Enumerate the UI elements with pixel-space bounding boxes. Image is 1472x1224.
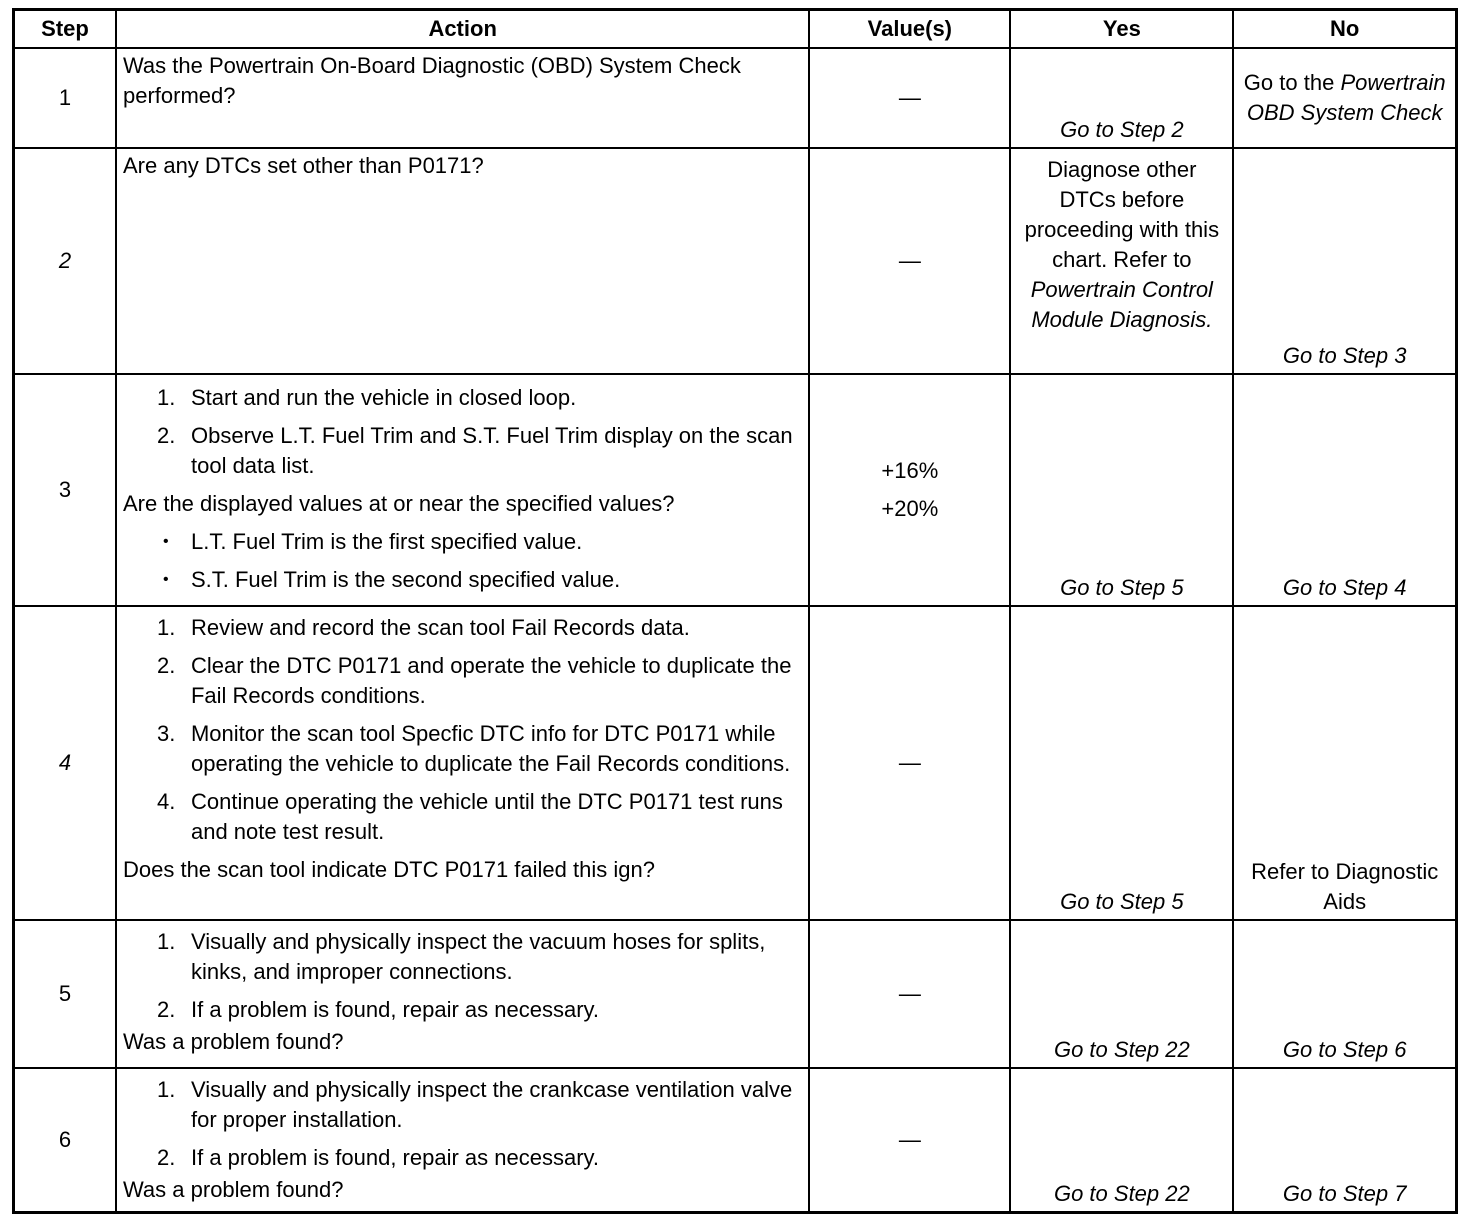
step-number: 6 <box>14 1068 116 1212</box>
no-link[interactable]: Go to Step 7 <box>1282 1180 1407 1206</box>
yes-cell <box>1010 148 1233 374</box>
value-cell <box>809 374 1010 606</box>
action-step: 1. Visually and physically inspect the crankcase ventilation valve for proper installation. <box>156 1077 793 1132</box>
action-steps <box>123 383 800 481</box>
action-bullets <box>123 527 800 595</box>
action-step: 2. If a problem is found, repair as necessary. <box>156 997 599 1022</box>
no-prefix: Go to the <box>1243 70 1335 95</box>
action-step: 1. Review and record the scan tool Fail Records data. <box>156 615 690 640</box>
no-cell <box>1233 606 1456 920</box>
yes-link[interactable]: Go to Step 22 <box>1053 1037 1190 1062</box>
action-question: Was the Powertrain On-Board Diagnostic (OBD) System Check performed? <box>122 53 741 108</box>
no-link[interactable]: Go to Step 6 <box>1282 1037 1407 1062</box>
yes-cell <box>1010 48 1233 148</box>
table-row <box>14 606 1457 920</box>
action-step: 4. Continue operating the vehicle until the DTC P0171 test runs and note test result. <box>156 789 783 844</box>
yes-cell <box>1010 920 1233 1068</box>
value-cell: — <box>809 1068 1010 1212</box>
value-cell: — <box>809 148 1010 374</box>
action-steps <box>123 613 800 847</box>
header-action: Action <box>116 10 809 49</box>
value-cell: — <box>809 920 1010 1068</box>
no-link[interactable]: Go to Step 3 <box>1282 343 1407 368</box>
yes-link[interactable]: Powertrain Control Module Diagnosis. <box>1030 277 1213 332</box>
yes-link[interactable]: Go to Step 5 <box>1060 889 1184 914</box>
header-values: Value(s) <box>809 10 1010 49</box>
action-step: 2. Observe L.T. Fuel Trim and S.T. Fuel Trim display on the scan tool data list. <box>156 423 793 478</box>
yes-cell <box>1010 374 1233 606</box>
value-cell: — <box>809 48 1010 148</box>
step-number: 4 <box>14 606 116 920</box>
table-row <box>14 1068 1457 1212</box>
no-link[interactable]: Go to Step 4 <box>1282 575 1407 600</box>
action-bullet: • L.T. Fuel Trim is the first specified value. <box>123 527 800 557</box>
no-cell <box>1233 1068 1456 1212</box>
no-link[interactable]: Refer to Diagnostic Aids <box>1251 859 1439 914</box>
action-cell <box>116 606 809 920</box>
action-question: Are any DTCs set other than P0171? <box>122 153 484 178</box>
action-question: Does the scan tool indicate DTC P0171 failed this ign? <box>122 857 655 882</box>
header-step: Step <box>14 10 116 49</box>
no-cell <box>1233 48 1456 148</box>
action-cell <box>116 48 809 148</box>
action-step: 2. Clear the DTC P0171 and operate the vehicle to duplicate the Fail Records conditions. <box>156 653 792 708</box>
action-steps <box>123 927 800 1025</box>
action-question: Was a problem found? <box>122 1177 344 1202</box>
yes-cell <box>1010 606 1233 920</box>
step-number: 5 <box>14 920 116 1068</box>
no-cell <box>1233 920 1456 1068</box>
yes-cell <box>1010 1068 1233 1212</box>
yes-prefix: Diagnose other DTCs before proceeding with this chart. Refer to <box>1024 157 1220 272</box>
no-link[interactable]: Powertrain OBD System Check <box>1246 70 1446 125</box>
yes-link[interactable]: Go to Step 5 <box>1060 575 1184 600</box>
diagnostic-table <box>12 8 1458 1214</box>
table-row <box>14 920 1457 1068</box>
table-row <box>14 374 1457 606</box>
header-yes: Yes <box>1010 10 1233 49</box>
no-cell <box>1233 374 1456 606</box>
table-row <box>14 48 1457 148</box>
action-question: Are the displayed values at or near the specified values? <box>122 491 675 516</box>
action-cell <box>116 1068 809 1212</box>
table-row <box>14 148 1457 374</box>
value-st: +20% <box>881 496 939 521</box>
header-no: No <box>1233 10 1456 49</box>
yes-link[interactable]: Go to Step 22 <box>1053 1180 1190 1206</box>
action-cell <box>116 374 809 606</box>
step-number: 2 <box>14 148 116 374</box>
value-lt: +16% <box>881 458 939 483</box>
step-number: 3 <box>14 374 116 606</box>
action-step: 3. Monitor the scan tool Specfic DTC info for DTC P0171 while operating the vehicle to duplicate the Fail Records conditions. <box>156 721 791 776</box>
yes-link[interactable]: Go to Step 2 <box>1060 117 1184 142</box>
action-question: Was a problem found? <box>122 1029 344 1054</box>
value-cell: — <box>809 606 1010 920</box>
action-step: 1. Start and run the vehicle in closed loop. <box>156 385 577 410</box>
action-step: 2. If a problem is found, repair as necessary. <box>156 1145 599 1170</box>
action-steps <box>123 1075 800 1173</box>
no-cell <box>1233 148 1456 374</box>
step-number: 1 <box>14 48 116 148</box>
header-row <box>14 10 1457 49</box>
action-cell <box>116 920 809 1068</box>
action-step: 1. Visually and physically inspect the vacuum hoses for splits, kinks, and improper connections. <box>156 929 766 984</box>
action-cell <box>116 148 809 374</box>
action-bullet: • S.T. Fuel Trim is the second specified value. <box>123 565 800 595</box>
